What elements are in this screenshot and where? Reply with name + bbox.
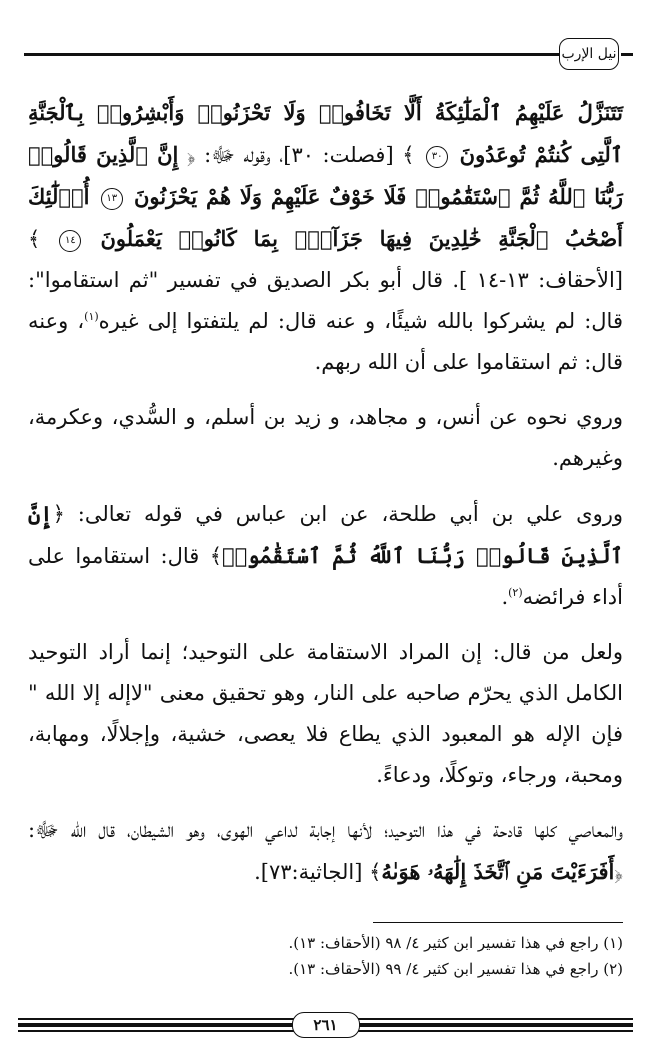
quran-verse: إِنَّ ٱلَّذِينَ قَالُوا۟ رَبُّنَا ٱللَّهُ ثُمَّ ٱسْتَقَٰمُوا۟ — [28, 501, 623, 568]
quran-verse: تَتَنَزَّلُ عَلَيْهِمُ ٱلْمَلَٰٓئِكَةُ أَلَّا تَخَافُوا۟ وَلَا تَحْزَنُوا۟ وَأَبْشِرُوا۟ بِٱلْجَنَّةِ ٱلَّتِى كُنتُمْ تُوعَدُونَ — [28, 100, 624, 167]
body-text: أبو بكر الصديق في تفسير "ثم استقاموا": قال: لم يشركوا بالله شيئًا، و عنه قال: لم يلتفتوا إلى غيره — [28, 268, 623, 333]
footnote-ref[interactable]: (٢) — [508, 586, 523, 599]
ayah-number-marker: ١٤ — [59, 230, 81, 252]
page-number: ٢٦١ — [292, 1012, 360, 1038]
body-text: والمعاصي كلها قادحة في هذا التوحيد؛ لأنها إجابة لداعي الهوى، وهو الشيطان، قال الله ﷻ: ﴿ — [28, 818, 623, 884]
body-text: ﴾ قال: استقاموا على أداء فرائضه — [28, 544, 623, 609]
body-text: وروى علي بن أبي طلحة، عن ابن عباس في قوله تعالى: ﴿ — [52, 502, 623, 526]
paragraph-5 — [28, 810, 623, 893]
body-text: ، وعنه قال: ثم استقاموا على أن الله ربهم. — [28, 309, 623, 374]
ayah-number-marker: ١٣ — [101, 188, 123, 210]
header-rule — [24, 53, 563, 56]
footnote-2: (٢) راجع في هذا تفسير ابن كثير ٤/ ٩٩ (الأحقاف: ١٣). — [288, 960, 623, 978]
header-rule-end — [621, 53, 633, 56]
footnotes — [28, 930, 623, 982]
footnote-separator — [373, 922, 623, 923]
quran-verse: إِنَّ ٱلَّذِينَ قَالُوا۟ رَبُّنَا ٱللَّهُ ثُمَّ ٱسْتَقَٰمُوا۟ فَلَا خَوْفٌ عَلَيْهِمْ وَلَا هُمْ يَحْزَنُونَ — [28, 142, 623, 209]
paragraph-1 — [28, 92, 623, 383]
quran-verse: أُو۟لَٰٓئِكَ أَصْحَٰبُ ٱلْجَنَّةِ خَٰلِدِينَ فِيهَا جَزَآءًۢ بِمَا كَانُوا۟ يَعْمَلُونَ — [28, 184, 623, 251]
verse-reference: ﴾ [الأحقاف: ١٣-١٤ ]. قال — [28, 227, 623, 292]
footnote-ref[interactable]: (١) — [84, 310, 99, 323]
ayah-number-marker: ٣٠ — [426, 146, 448, 168]
verse-reference: ﴾ [الجاثية:٧٣]. — [254, 860, 382, 884]
paragraph-2: وروي نحوه عن أنس، و مجاهد، و زيد بن أسلم، و السُّدي، وعكرمة، وغيرهم. — [28, 405, 623, 470]
quran-verse: أَفَرَءَيْتَ مَنِ ٱتَّخَذَ إِلَٰهَهُۥ هَوَىٰهُ — [381, 859, 615, 884]
footnote-1: (١) راجع في هذا تفسير ابن كثير ٤/ ٩٨ (الأحقاف: ١٣). — [288, 934, 623, 952]
running-header — [24, 38, 633, 78]
paragraph-4: ولعل من قال: إن المراد الاستقامة على التوحيد؛ إنما أراد التوحيد الكامل الذي يحرّم صاحبه على النار، وهو تحقيق معنى "لاإله إلا الله " فإن الإله هو المعبود الذي يطاع فلا يعصى، خشية، وإجلالًا، ومهابة، ومحبة، ورجاء، وتوكلًا، ودعاءً. — [28, 640, 623, 787]
paragraph-3: وروى علي بن أبي طلحة، عن ابن عباس في قوله تعالى: ﴿إِنَّ ٱلَّذِينَ قَالُوا۟ رَبُّنَا ٱللَّهُ ثُمَّ ٱسْتَقَٰمُوا۟﴾ قال: استقاموا على أداء فرائضه$^{(٢)}$. — [28, 501, 623, 609]
verse-reference: ﴾ [فصلت: ٣٠]، وقوله ﷻ: ﴿ — [186, 143, 415, 167]
book-title-tag: نيل الإرب — [559, 38, 619, 70]
main-text — [28, 92, 623, 907]
